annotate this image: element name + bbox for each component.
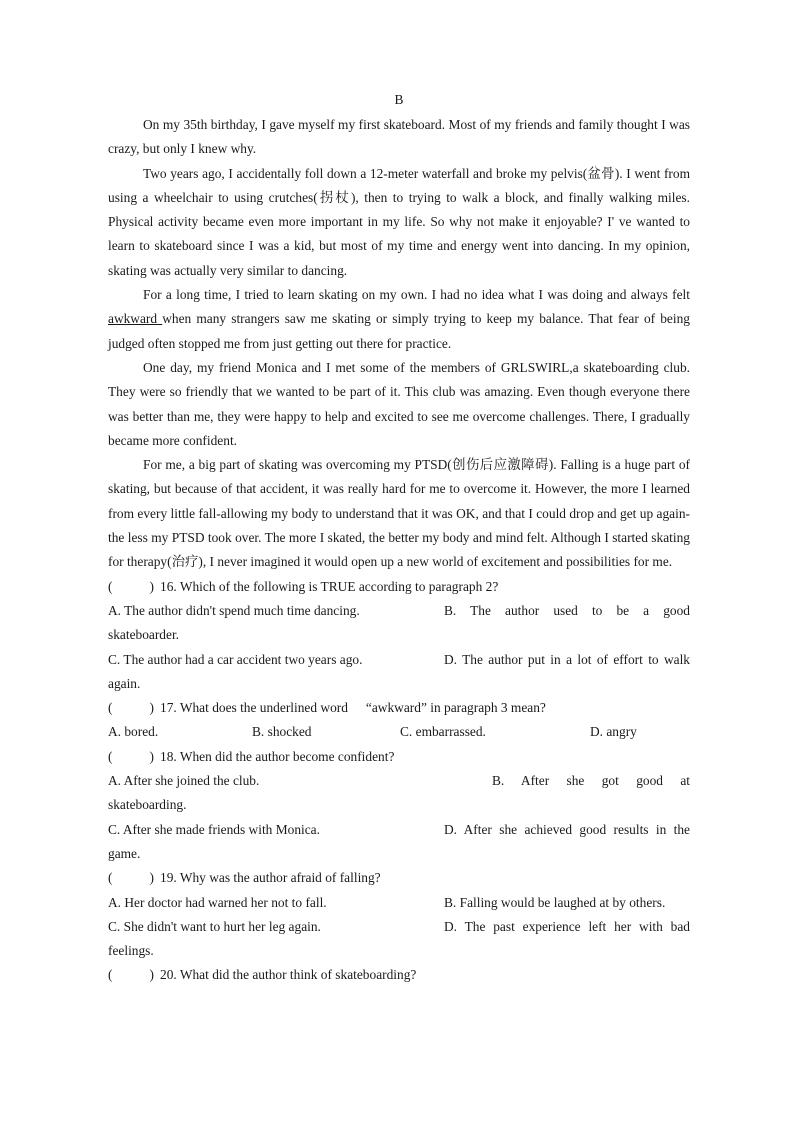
option-17-d: D. angry	[590, 724, 637, 740]
answer-blank-18[interactable]: ( )	[108, 748, 154, 764]
options-18-ab	[108, 769, 690, 793]
option-16-b: B. The author used to be a good	[444, 602, 690, 618]
option-18-b: B. After she got good at	[492, 773, 690, 789]
answer-blank-17[interactable]: ( )	[108, 700, 154, 716]
options-18-cd	[108, 818, 690, 842]
paragraph-3	[108, 283, 690, 356]
answer-blank-19[interactable]: ( )	[108, 870, 154, 886]
exam-page	[108, 90, 690, 988]
section-label: B	[394, 92, 404, 107]
option-19-b: B. Falling would be laughed at by others.	[444, 894, 666, 910]
options-16-cd	[108, 648, 690, 672]
question-16	[108, 575, 690, 599]
answer-blank-20[interactable]: ( )	[108, 967, 154, 983]
paragraph-2: Two years ago, I accidentally foll down a 12-meter waterfall and broke my pelvis(盆骨). I went from using a wheelchair to using crutches(拐杖), then to trying to walk a block, and finally walking miles. Physical activity became even more important in my life. So why not make it enjoyable? I' ve wanted to learn to skateboard since I was a kid, but most of my time and energy went into dancing. In my opinion, skating was actually very similar to dancing.	[108, 165, 690, 278]
options-16-ab	[108, 599, 690, 623]
question-19-stem: 19. Why was the author afraid of falling?	[160, 870, 381, 886]
option-18-d: D. After she achieved good results in the	[444, 821, 690, 837]
option-19-d: D. The past experience left her with bad	[444, 918, 690, 934]
option-18-d-cont: game.	[108, 845, 141, 861]
option-16-d: D. The author put in a lot of effort to walk	[444, 651, 690, 667]
option-17-a: A. bored.	[108, 724, 159, 740]
question-20	[108, 963, 690, 987]
question-20-stem: 20. What did the author think of skateboarding?	[160, 967, 417, 983]
paragraph-5: For me, a big part of skating was overcoming my PTSD(创伤后应激障碍). Falling is a huge part of skating, but because of that accident, it was really hard for me to overcome it. However, the more I learned from every little fall-allowing my body to understand that it was OK, and that I could drop and get up again-the less my PTSD took over. The more I skated, the better my body and mind felt. Although I started skating for therapy(治疗), I never imagined it would open up a new world of excitement and possibilities for me.	[108, 457, 690, 570]
question-19	[108, 866, 690, 890]
question-18-stem: 18. When did the author become confident?	[160, 748, 395, 764]
option-16-d-cont: again.	[108, 675, 141, 691]
question-16-stem: 16. Which of the following is TRUE according to paragraph 2?	[160, 578, 499, 594]
option-19-a: A. Her doctor had warned her not to fall.	[108, 894, 327, 910]
answer-blank-16[interactable]: ( )	[108, 578, 154, 594]
option-18-b-cont: skateboarding.	[108, 797, 187, 813]
options-19-cd	[108, 915, 690, 939]
underlined-word: awkward	[108, 311, 163, 327]
option-16-b-cont: skateboarder.	[108, 627, 180, 643]
option-16-a: A. The author didn't spend much time dancing.	[108, 602, 360, 618]
paragraph-4: One day, my friend Monica and I met some of the members of GRLSWIRL,a skateboarding club. They were so friendly that we wanted to be part of it. This club was amazing. Even though everyone there was better than me, they were happy to help and excited to see me overcome challenges. There, I gradually became more confident.	[108, 359, 690, 448]
question-17	[108, 696, 690, 720]
option-19-d-cont: feelings.	[108, 943, 154, 959]
question-17-stem-a: 17. What does the underlined word	[160, 700, 348, 716]
question-17-stem-b: “awkward” in paragraph 3 mean?	[365, 700, 546, 716]
paragraph-3-after: when many strangers saw me skating or simply trying to keep my balance. That fear of being judged often stopped me from just getting out there for practice.	[108, 311, 690, 351]
paragraph-1: On my 35th birthday, I gave myself my first skateboard. Most of my friends and family thought I was crazy, but only I knew why.	[108, 117, 690, 157]
option-16-c: C. The author had a car accident two years ago.	[108, 651, 363, 667]
option-18-c: C. After she made friends with Monica.	[108, 821, 320, 837]
question-18	[108, 745, 690, 769]
paragraph-3-before: For a long time, I tried to learn skating on my own. I had no idea what I was doing and always felt	[143, 287, 690, 303]
option-17-c: C. embarrassed.	[400, 724, 486, 740]
option-17-b: B. shocked	[252, 724, 312, 740]
option-19-c: C. She didn't want to hurt her leg again.	[108, 918, 321, 934]
options-17	[108, 720, 690, 744]
option-18-a: A. After she joined the club.	[108, 773, 260, 789]
options-19-ab	[108, 891, 690, 915]
